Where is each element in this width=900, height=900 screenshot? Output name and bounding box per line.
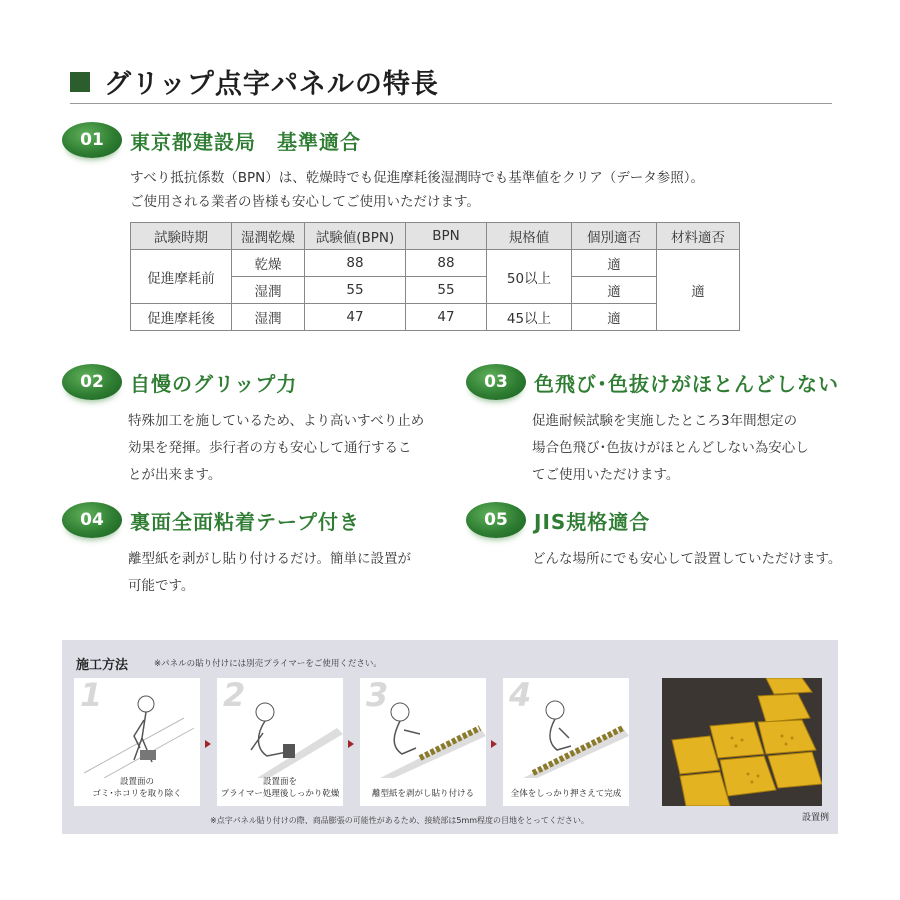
- table-cell: 47: [305, 304, 406, 331]
- table-cell: 乾燥: [232, 250, 305, 277]
- feature-line: 効果を発揮。歩行者の方も安心して通行するこ: [128, 440, 412, 456]
- feature-line: 促進耐候試験を実施したところ3年間想定の: [532, 413, 798, 429]
- feature-badge: 03: [466, 364, 526, 400]
- table-cell: 47: [406, 304, 487, 331]
- feature-line: 可能です。: [128, 578, 195, 594]
- step-4: [503, 678, 629, 806]
- feature-title: 色飛び･色抜けがほとんどしない: [534, 371, 839, 396]
- table-header: 試験時期: [131, 223, 232, 250]
- feature-line: 特殊加工を施しているため、より高いすべり止め: [128, 413, 425, 429]
- table-cell: 促進摩耗後: [131, 304, 232, 331]
- step-arrow-icon: [205, 740, 211, 748]
- table-cell: 55: [406, 277, 487, 304]
- table-cell: 88: [406, 250, 487, 277]
- step-caption: 離型紙を剥がし貼り付ける: [371, 789, 474, 799]
- table-cell: 適: [572, 304, 657, 331]
- feature-line: 場合色飛び･色抜けがほとんどしない為安心し: [532, 440, 809, 456]
- table-cell: 湿潤: [232, 277, 305, 304]
- feature-line: てご使用いただけます。: [532, 467, 680, 483]
- step-caption: 設置面を プライマー処理後しっかり乾燥: [220, 777, 340, 799]
- feature-title: 東京都建設局 基準適合: [130, 129, 361, 154]
- table-cell: 適: [572, 250, 657, 277]
- feature-description: [126, 166, 704, 214]
- feature-03: [466, 362, 839, 489]
- step-number: 2: [223, 676, 246, 714]
- feature-description: [528, 546, 841, 573]
- table-header: 材料適否: [657, 223, 740, 250]
- table-cell: 適: [657, 250, 740, 331]
- feature-title: JIS規格適合: [534, 509, 651, 534]
- bpn-data-table: [130, 222, 740, 331]
- feature-line: すべり抵抗係数（BPN）は、乾燥時でも促進摩耗後湿潤時でも基準値をクリア（データ参照）。: [130, 170, 704, 186]
- table-cell: 湿潤: [232, 304, 305, 331]
- table-header: 個別適否: [572, 223, 657, 250]
- title-square-icon: [70, 72, 90, 92]
- feature-badge: 04: [62, 502, 122, 538]
- yellow-tiles-image: [662, 678, 822, 806]
- method-title: 施工方法: [76, 658, 129, 673]
- step-arrow-icon: [348, 740, 354, 748]
- table-cell: 促進摩耗前: [131, 250, 232, 304]
- feature-description: [528, 408, 839, 489]
- feature-title: 裏面全面粘着テープ付き: [130, 509, 360, 534]
- feature-02: [62, 362, 424, 489]
- step-number: 4: [509, 676, 532, 714]
- feature-line: ご使用される業者の皆様も安心してご使用いただけます。: [130, 194, 480, 210]
- table-header: 湿潤乾燥: [232, 223, 305, 250]
- table-cell: 88: [305, 250, 406, 277]
- installation-example-photo: [662, 678, 822, 806]
- table-header-row: [131, 223, 740, 250]
- step-number: 1: [80, 676, 103, 714]
- step-number: 3: [366, 676, 389, 714]
- method-note: ※パネルの貼り付けには別売プライマーをご使用ください。: [154, 659, 382, 669]
- step-caption: 全体をしっかり押さえて完成: [510, 789, 622, 799]
- page-title-bar: [70, 62, 439, 101]
- step-3: [360, 678, 486, 806]
- table-cell: 55: [305, 277, 406, 304]
- table-header: 規格値: [487, 223, 572, 250]
- feature-01: [62, 120, 361, 160]
- feature-line: 離型紙を剥がし貼り付けるだけ。簡単に設置が: [128, 551, 411, 567]
- page-title: グリップ点字パネルの特長: [104, 69, 439, 100]
- title-divider: [70, 103, 832, 104]
- method-footnote: ※点字パネル貼り付けの際、商品膨張の可能性があるため、接続部は5mm程度の目地をとってください。: [210, 816, 589, 825]
- table-cell: 適: [572, 277, 657, 304]
- feature-line: どんな場所にでも安心して設置していただけます。: [532, 551, 842, 567]
- photo-caption: 設置例: [802, 813, 830, 823]
- table-row: [131, 304, 740, 331]
- feature-description: [124, 408, 424, 489]
- feature-description: [124, 546, 411, 600]
- feature-05: [466, 500, 841, 573]
- table-header: 試験値(BPN): [305, 223, 406, 250]
- table-cell: 45以上: [487, 304, 572, 331]
- feature-badge: 05: [466, 502, 526, 538]
- table-header: BPN: [406, 223, 487, 250]
- feature-line: とが出来ます。: [128, 467, 222, 483]
- feature-04: [62, 500, 411, 600]
- step-arrow-icon: [491, 740, 497, 748]
- feature-badge: 01: [62, 122, 122, 158]
- step-2: [217, 678, 343, 806]
- step-1: [74, 678, 200, 806]
- table-row: [131, 250, 740, 277]
- table-cell: 50以上: [487, 250, 572, 304]
- step-caption: 設置面の ゴミ･ホコリを取り除く: [92, 777, 182, 799]
- installation-method-panel: [62, 640, 838, 834]
- feature-badge: 02: [62, 364, 122, 400]
- feature-title: 自慢のグリップ力: [130, 371, 298, 396]
